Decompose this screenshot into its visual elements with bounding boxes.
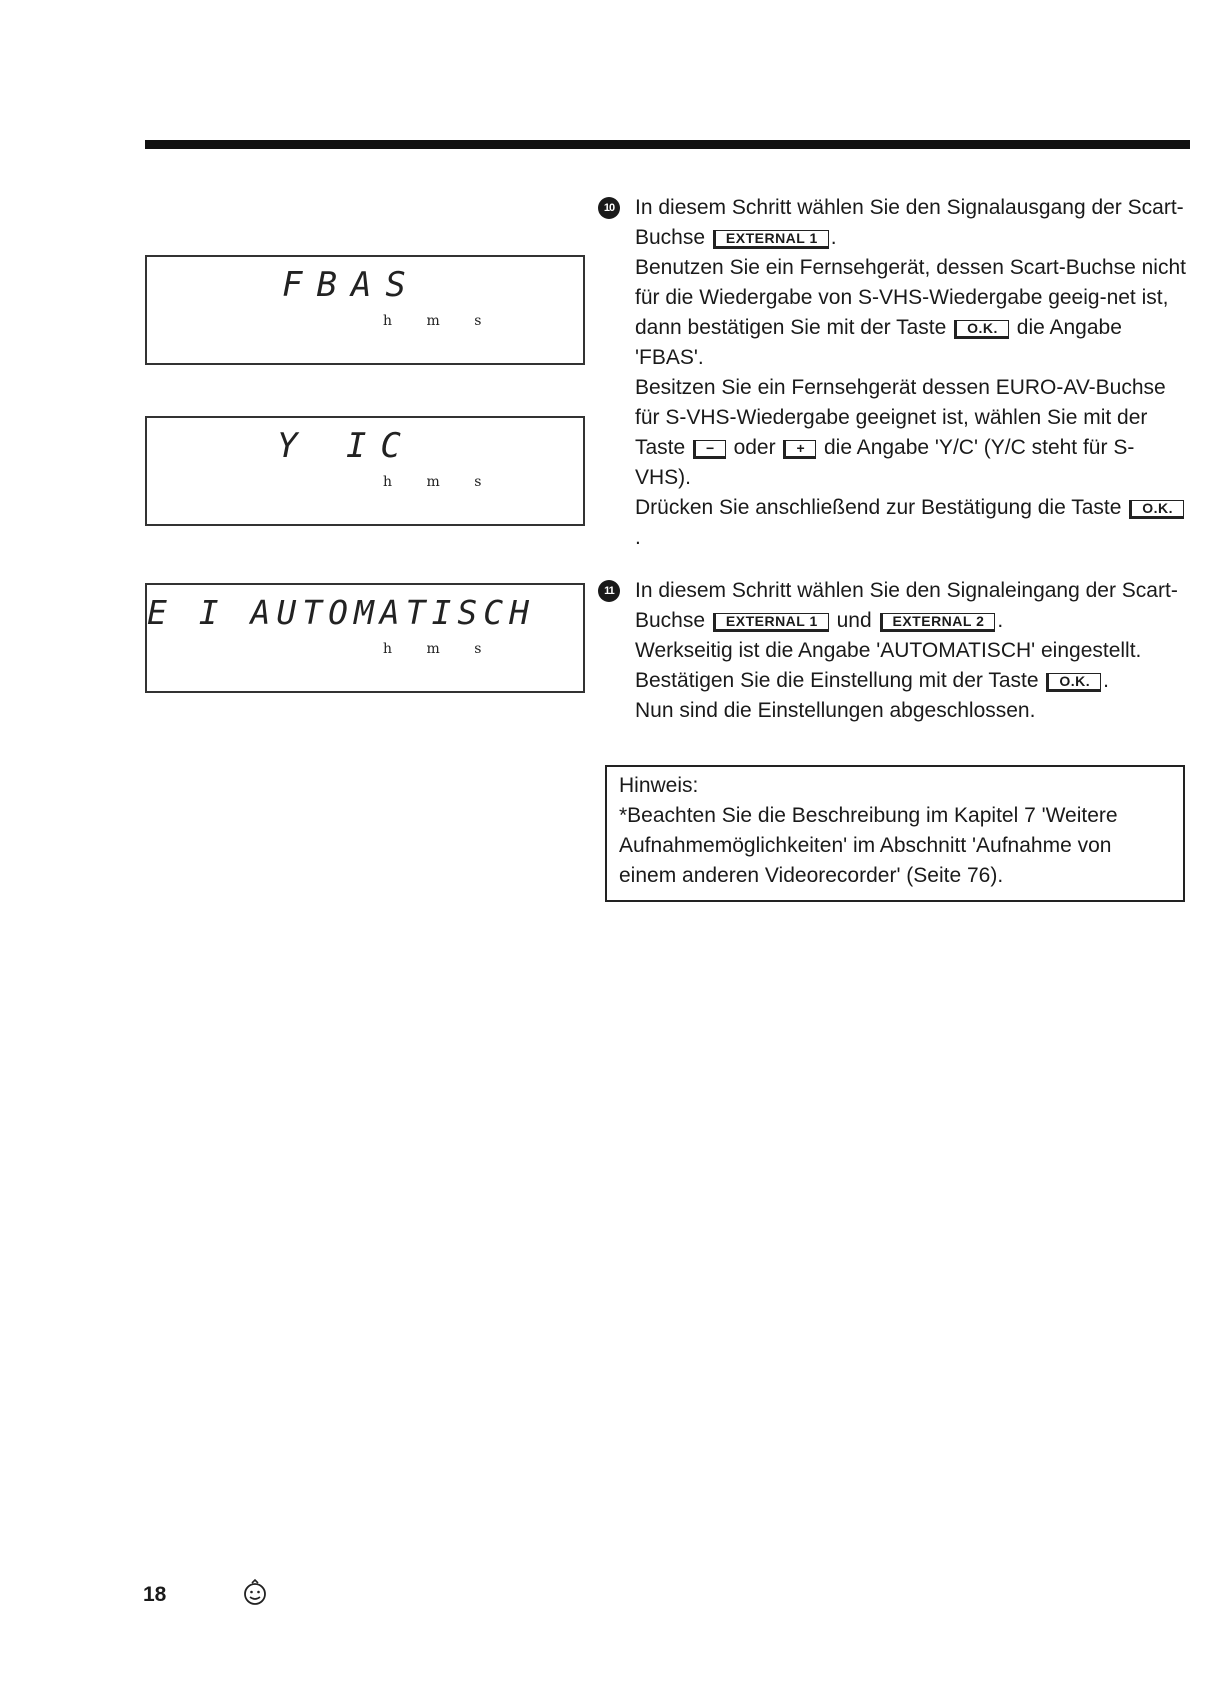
smiley-icon — [240, 1578, 270, 1613]
note-box — [605, 765, 1185, 902]
plus-key: + — [783, 440, 816, 459]
step-11-paragraph-4: Nun sind die Einstellungen abgeschlossen. — [635, 699, 1036, 722]
display-text: E I AUTOMATISCH — [147, 593, 536, 632]
step-10-paragraph-2: Benutzen Sie ein Fernsehgerät, dessen Scart-Buchse nicht für die Wiedergabe von S-VHS-Wiedergabe geeig-net ist, dann bestätigen Sie mit der Taste O.K. die Angabe 'FBAS'. — [635, 256, 1186, 369]
note-title: Hinweis: — [619, 774, 699, 797]
step-10-paragraph-4: Drücken Sie anschließend zur Bestätigung die Taste O.K.. — [635, 493, 1188, 553]
external-1-key: EXTERNAL 1 — [713, 613, 829, 632]
display-fbas — [145, 255, 585, 365]
display-hms: h m s — [383, 313, 482, 329]
top-rule — [145, 140, 1190, 149]
ok-key: O.K. — [1129, 500, 1184, 519]
step-10-paragraph-1: In diesem Schritt wählen Sie den Signalausgang der Scart-Buchse EXTERNAL 1 . — [635, 196, 1184, 249]
display-text: Y IC — [277, 426, 415, 466]
page-number: 18 — [143, 1583, 167, 1606]
minus-key: − — [693, 440, 726, 459]
ok-key: O.K. — [954, 320, 1009, 339]
step-11-paragraph-1: In diesem Schritt wählen Sie den Signaleingang der Scart-Buchse EXTERNAL 1 und EXTERNAL 2 . — [635, 579, 1178, 632]
step-11 — [598, 576, 1188, 726]
step-number-badge: 10 — [598, 197, 620, 219]
display-hms: h m s — [383, 474, 482, 490]
ok-key: O.K. — [1046, 673, 1101, 692]
step-11-paragraph-3: Bestätigen Sie die Einstellung mit der Taste O.K. . — [635, 669, 1109, 692]
external-1-key: EXTERNAL 1 — [713, 230, 829, 249]
display-automatisch — [145, 583, 585, 693]
external-2-key: EXTERNAL 2 — [880, 613, 996, 632]
step-11-paragraph-2: Werkseitig ist die Angabe 'AUTOMATISCH' eingestellt. — [635, 639, 1142, 662]
note-text: *Beachten Sie die Beschreibung im Kapitel 7 'Weitere Aufnahmemöglichkeiten' im Abschnitt 'Aufnahme von einem anderen Videorecorder' (Seite 76). — [619, 804, 1118, 887]
display-text: FBAS — [282, 265, 420, 305]
display-hms: h m s — [383, 641, 482, 657]
display-yc — [145, 416, 585, 526]
step-number-badge: 11 — [598, 580, 620, 602]
step-10 — [598, 193, 1188, 553]
step-10-paragraph-3: Besitzen Sie ein Fernsehgerät dessen EURO-AV-Buchse für S-VHS-Wiedergabe geeignet ist, wählen Sie mit der Taste − oder + die Angabe 'Y/C' (Y/C steht für S-VHS). — [635, 376, 1166, 489]
